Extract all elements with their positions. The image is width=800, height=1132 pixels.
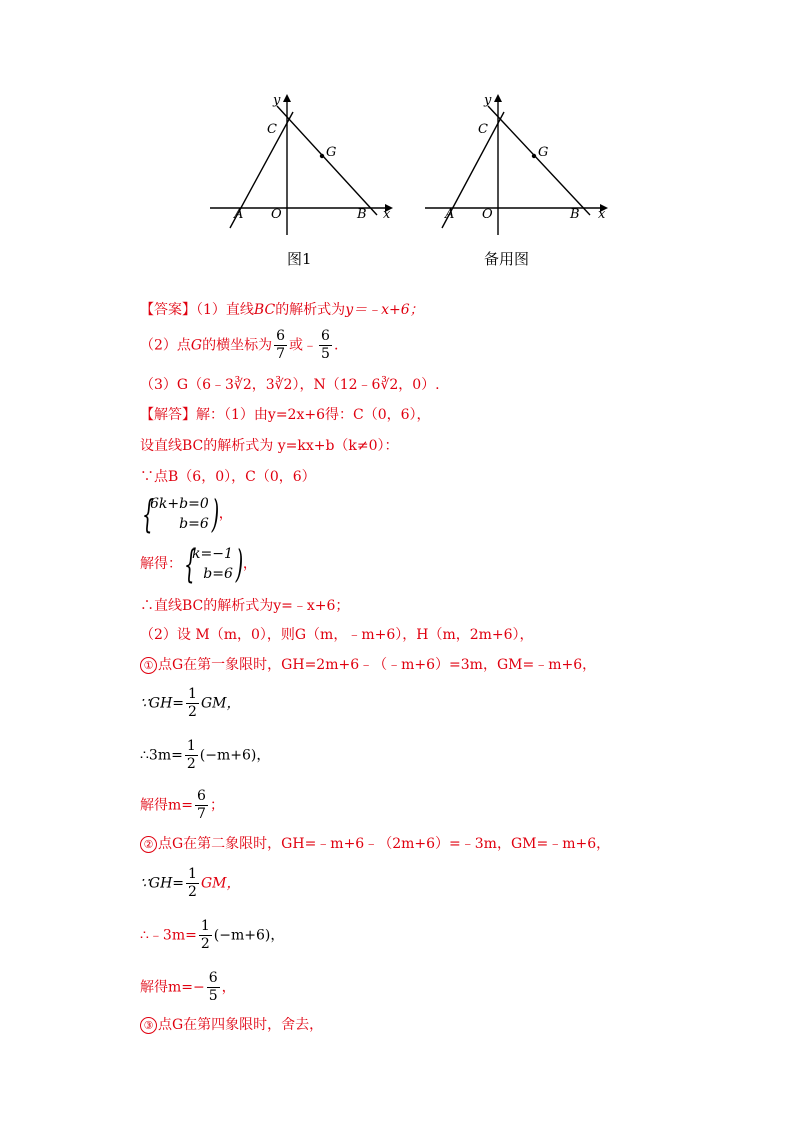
text: G: [190, 337, 203, 354]
text: ，: [221, 979, 236, 996]
figure-1-graph: [205, 90, 395, 240]
svg-text:A: A: [445, 207, 455, 222]
fraction: $\frac{6}{7}$: [197, 788, 206, 822]
solution-line-7: （2）设 M（m，0），则G（m，﹣m+6），H（m，2m+6），: [140, 627, 534, 643]
solution-line-9: [140, 686, 240, 721]
svg-text:A: A: [234, 207, 244, 222]
circled-number: ①: [140, 657, 157, 674]
figure-1-caption: 图1: [287, 250, 312, 268]
solution-line-8: [140, 655, 596, 675]
text: ∵GH=: [140, 875, 185, 892]
text: BC: [253, 302, 276, 318]
text: GM，: [200, 695, 241, 712]
text: 或﹣: [289, 337, 318, 354]
fraction: $\frac{6}{7}$: [276, 328, 286, 362]
solution-line-6: ∴直线BC的解析式为y=﹣x+6；: [140, 598, 350, 614]
text: ；: [209, 797, 224, 814]
solution-line-11: [140, 788, 224, 823]
text: 点G在第一象限时，GH=2m+6﹣（﹣m+6）=3m，GM=﹣m+6，: [158, 657, 597, 673]
text: 解：（1）由y=2x+6得：C（0，6），: [196, 407, 431, 423]
answer-line-2: [140, 328, 338, 363]
figure-1: [205, 90, 395, 240]
fraction: $\frac{1}{2}$: [200, 918, 210, 952]
text: y＝﹣x+6；: [345, 302, 424, 318]
figure-2-caption: 备用图: [484, 250, 530, 268]
text: ∴3m=: [140, 747, 183, 764]
text: .: [333, 337, 339, 354]
svg-text:C: C: [478, 122, 488, 137]
svg-text:G: G: [538, 145, 549, 160]
circled-number: ②: [140, 836, 157, 853]
svg-text:G: G: [326, 145, 337, 160]
solution-line-5: [140, 544, 257, 584]
text: (−m+6)，: [213, 927, 285, 944]
svg-text:x: x: [598, 207, 606, 222]
solution-line-13: [140, 866, 240, 901]
svg-text:x: x: [383, 207, 391, 222]
text: （2）点: [140, 337, 191, 354]
solution-line-16: [140, 1015, 323, 1035]
answer-tag: 【答案】: [140, 302, 196, 318]
text: 解得：: [140, 556, 182, 572]
solution-line-3: ∵点B（6，0），C（0，6）: [140, 469, 316, 485]
text: 的解析式为: [275, 302, 346, 318]
fraction: $\frac{6}{5}$: [321, 328, 330, 362]
text: 点G在第四象限时，舍去，: [158, 1017, 324, 1033]
text: （1）直线: [196, 302, 254, 318]
text: ∵GH=: [140, 695, 185, 712]
svg-text:B: B: [357, 207, 367, 222]
svg-text:O: O: [271, 207, 282, 222]
circled-number: ③: [140, 1017, 157, 1034]
text: 解得m=: [140, 797, 194, 814]
solution-tag: 【解答】: [140, 407, 196, 423]
figure-2: [420, 90, 610, 240]
solution-line-2: 设直线BC的解析式为 y=kx+b（k≠0）：: [140, 438, 399, 454]
text: 的横坐标为: [202, 337, 273, 354]
equation-system: { 6k+b=0 b=6 ): [142, 492, 220, 536]
answer-line-3: （3）G（6﹣3∛2，3∛2），N（12﹣6∛2，0）.: [140, 377, 440, 393]
solution-line-14: [140, 918, 284, 953]
solution-line-10: [140, 738, 270, 773]
svg-text:y: y: [273, 93, 281, 108]
solution-line-15: [140, 970, 236, 1005]
text: (−m+6)，: [199, 747, 271, 764]
solution-line-12: [140, 834, 610, 854]
text: 点G在第二象限时，GH=﹣m+6﹣（2m+6）=﹣3m，GM=﹣m+6，: [158, 836, 611, 852]
fraction: $\frac{1}{2}$: [188, 866, 197, 900]
svg-text:y: y: [484, 93, 492, 108]
svg-text:O: O: [482, 207, 493, 222]
text: ，: [218, 506, 233, 522]
text: ，: [242, 556, 257, 572]
fraction: $\frac{1}{2}$: [188, 686, 197, 720]
text: 解得m=−: [140, 979, 205, 996]
text: GM，: [200, 875, 241, 892]
solution-line-1: [140, 405, 431, 425]
answer-line-1: [140, 300, 424, 320]
solution-system-1: [140, 494, 233, 534]
figure-2-graph: [420, 90, 610, 240]
equation-system: { k=−1 b=6 ): [184, 542, 244, 586]
fraction: $\frac{6}{5}$: [208, 970, 218, 1004]
svg-text:C: C: [267, 122, 277, 137]
text: ∴﹣3m=: [140, 927, 197, 944]
svg-text:B: B: [570, 207, 580, 222]
fraction: $\frac{1}{2}$: [186, 738, 196, 772]
